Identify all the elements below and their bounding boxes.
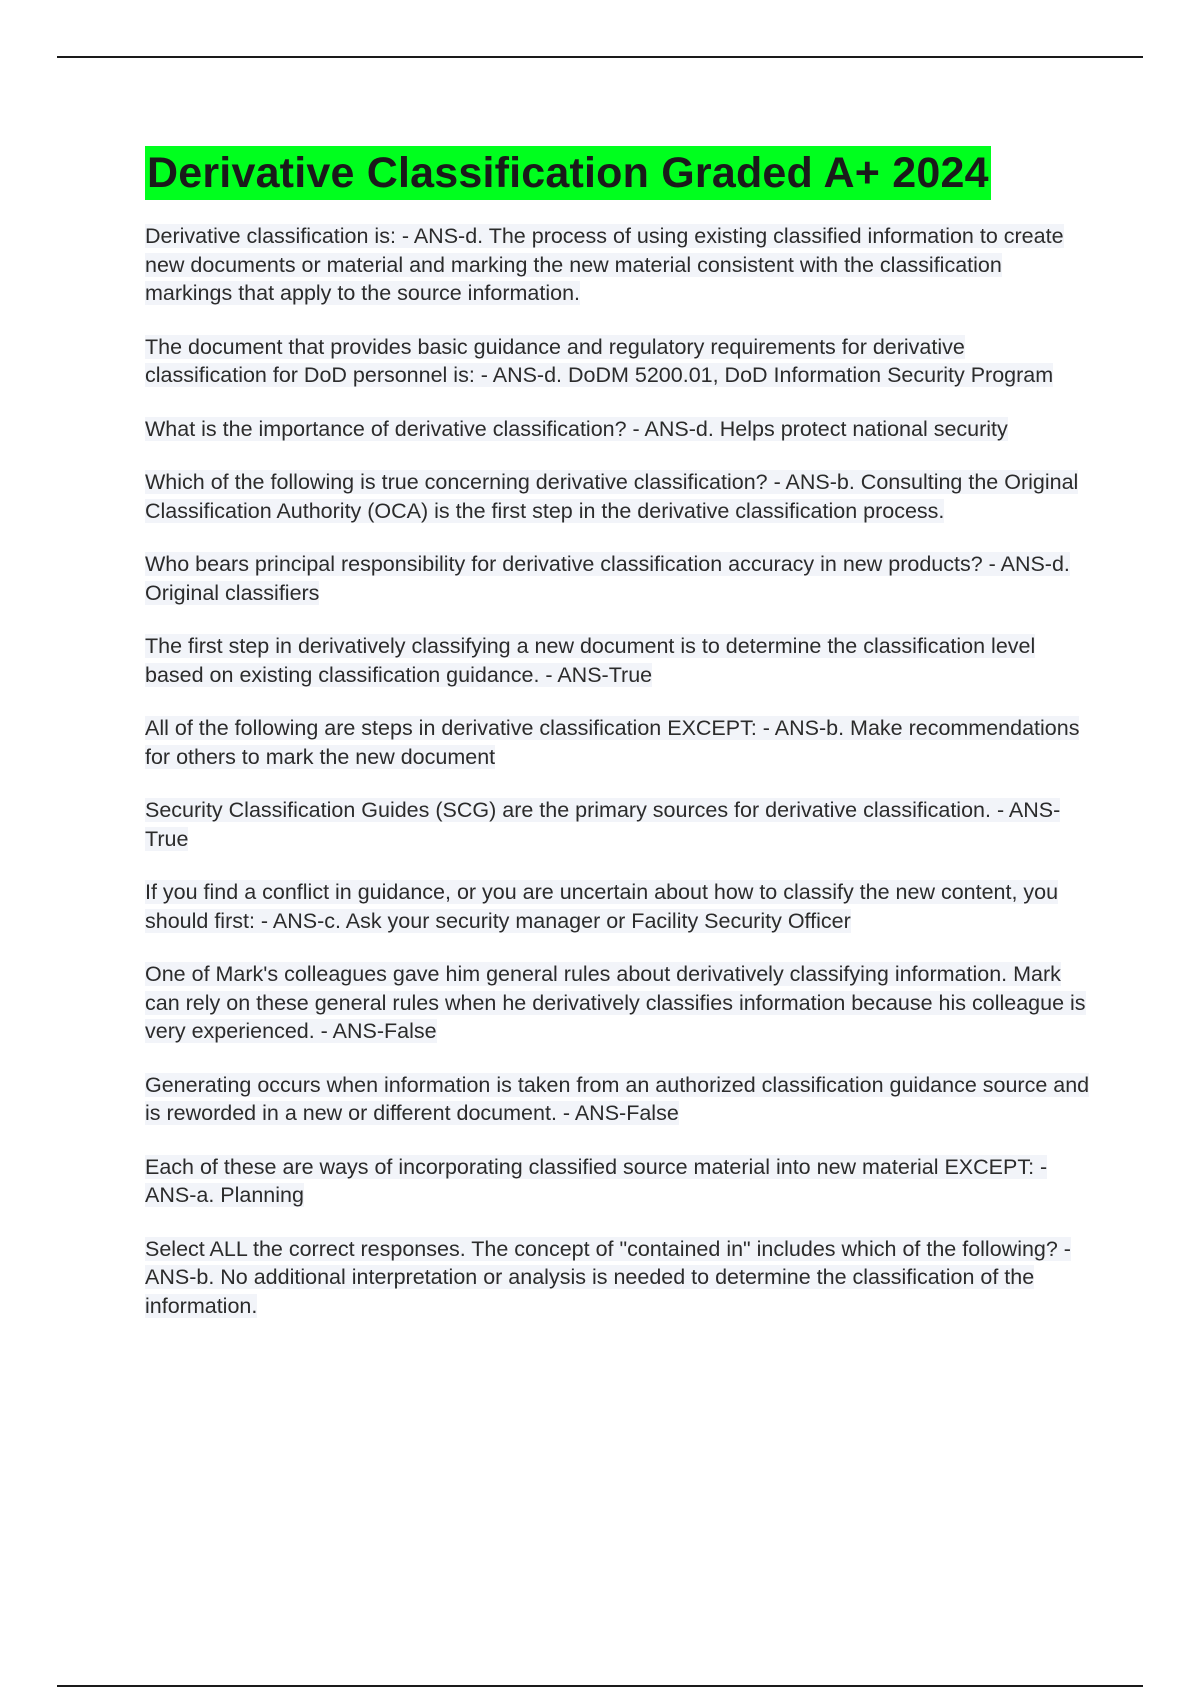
- qa-item-11-text: Generating occurs when information is taken from an authorized classification guidance source and is reworded in a new or different document. - ANS-False: [145, 1072, 1090, 1125]
- qa-item-6: [145, 632, 1090, 689]
- document-body: [145, 146, 1090, 1345]
- qa-item-4-text: Which of the following is true concerning derivative classification? - ANS-b. Consulting the Original Classification Authority (OCA) is the first step in the derivative classification process.: [145, 470, 1079, 523]
- qa-item-1-text: Derivative classification is: - ANS-d. The process of using existing classified information to create new documents or material and marking the new material consistent with the classification markings that apply to the source information.: [145, 224, 1064, 305]
- qa-item-8: [145, 796, 1090, 853]
- qa-item-3: [145, 415, 1090, 444]
- qa-item-13: [145, 1235, 1090, 1321]
- qa-item-12: [145, 1153, 1090, 1210]
- qa-item-7: [145, 714, 1090, 771]
- qa-item-3-text: What is the importance of derivative classification? - ANS-d. Helps protect national security: [145, 416, 1008, 441]
- qa-item-5-text: Who bears principal responsibility for derivative classification accuracy in new products? - ANS-d. Original classifiers: [145, 552, 1070, 605]
- footer-rule: [57, 1685, 1143, 1687]
- qa-item-10: [145, 960, 1090, 1046]
- qa-item-8-text: Security Classification Guides (SCG) are the primary sources for derivative classification. - ANS-True: [145, 798, 1061, 851]
- qa-item-4: [145, 468, 1090, 525]
- qa-item-9-text: If you find a conflict in guidance, or you are uncertain about how to classify the new content, you should first: - ANS-c. Ask your security manager or Facility Security Officer: [145, 880, 1059, 933]
- qa-item-11: [145, 1071, 1090, 1128]
- qa-item-13-text: Select ALL the correct responses. The concept of "contained in" includes which of the following? - ANS-b. No additional interpretation or analysis is needed to determine the classification of the information.: [145, 1236, 1071, 1318]
- qa-item-12-text: Each of these are ways of incorporating classified source material into new material EXCEPT: - ANS-a. Planning: [145, 1154, 1048, 1207]
- qa-item-9: [145, 878, 1090, 935]
- qa-item-10-text: One of Mark's colleagues gave him general rules about derivatively classifying information. Mark can rely on these general rules when he derivatively classifies information because his colleague is very experienced. - ANS-False: [145, 962, 1086, 1043]
- qa-item-5: [145, 550, 1090, 607]
- header-rule: [57, 56, 1143, 58]
- qa-item-6-text: The first step in derivatively classifying a new document is to determine the classification level based on existing classification guidance. - ANS-True: [145, 634, 1036, 687]
- document-title: Derivative Classification Graded A+ 2024: [145, 146, 991, 200]
- qa-item-7-text: All of the following are steps in derivative classification EXCEPT: - ANS-b. Make recommendations for others to mark the new document: [145, 716, 1080, 769]
- qa-item-2-text: The document that provides basic guidance and regulatory requirements for derivative classification for DoD personnel is: - ANS-d. DoDM 5200.01, DoD Information Security Program: [145, 334, 1054, 387]
- qa-item-2: [145, 333, 1090, 390]
- qa-item-1: [145, 222, 1090, 308]
